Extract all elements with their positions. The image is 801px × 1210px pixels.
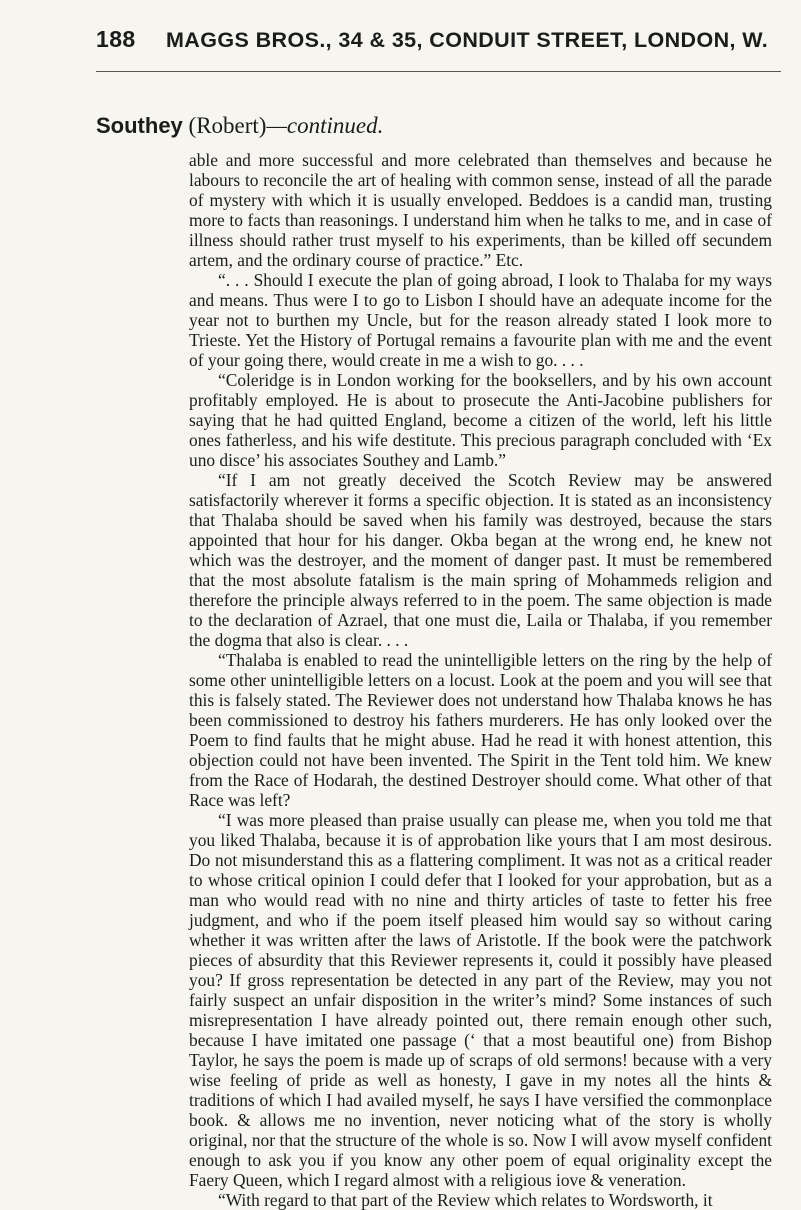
- paragraph: “If I am not greatly deceived the Scotch Review may be answered satisfactorily wherever it forms a specific objection. It is stated as an inconsistency that Thalaba should be saved when his family was destroyed, because the stars appointed that hour for his danger. Okba began at the wrong end, he knew not which was the destroyer, and the moment of danger past. It must be remembered that the most absolute fatalism is the main spring of Mohammeds religion and therefore the principle always referred to in the poem. The same objection is made to the declaration of Azrael, that one must die, Laila or Thalaba, if you remember the dogma that also is clear. . . .: [189, 470, 772, 650]
- page-header: [96, 26, 776, 53]
- paragraph: “. . . Should I execute the plan of going abroad, I look to Thalaba for my ways and means. Thus were I to go to Lisbon I should have an adequate income for the year not to burthen my Uncle, but for the reason already stated I look more to Trieste. Yet the History of Portugal remains a favourite plan with me and the event of your going there, would create in me a wish to go. . . .: [189, 270, 772, 370]
- running-head: MAGGS BROS., 34 & 35, CONDUIT STREET, LONDON, W.: [166, 28, 769, 52]
- paragraph: “With regard to that part of the Review which relates to Wordsworth, it: [218, 1190, 713, 1210]
- entry-author: Southey: [96, 113, 183, 138]
- paragraph: able and more successful and more celebrated than themselves and because he labours to reconcile the art of healing with common sense, instead of all the parade of mystery with which it is usually enveloped. Beddoes is a candid man, trusting more to facts than reasonings. I understand him when he talks to me, and in case of illness should rather trust myself to his experiments, than be killed off secundem artem, and the ordinary course of practice.” Etc.: [189, 150, 772, 270]
- paragraph: “Coleridge is in London working for the booksellers, and by his own account profitably employed. He is about to prosecute the Anti-Jacobine publishers for saying that he had quitted England, become a citizen of the world, left his little ones fatherless, and his wife destitute. This precious paragraph concluded with ‘Ex uno disce’ his associates Southey and Lamb.”: [189, 370, 772, 470]
- continued-label: —continued.: [266, 113, 384, 138]
- header-rule: [96, 71, 781, 72]
- entry-author-forename: (Robert): [188, 113, 267, 138]
- paragraph: “I was more pleased than praise usually can please me, when you told me that you liked Thalaba, because it is of approbation like yours that I am most desirous. Do not misunderstand this as a flattering compliment. It was not as a critical reader to whose critical opinion I could defer that I looked for your approbation, but as a man who would read with no nine and thirty articles of taste to fetter his free judgment, and who if the poem itself pleased him would say so without caring whether it was written after the laws of Aristotle. If the book were the patchwork pieces of absurdity that this Reviewer represents it, could it possibly have pleased you? If gross representation be detected in any part of the Review, may you not fairly suspect an unfair disposition in the writer’s mind? Some instances of such misrepresentation I have already pointed out, there remain enough other such, because I have imitated one passage (‘ that a most beautiful one) from Bishop Taylor, he says the poem is made up of scraps of old sermons! because with a very wise feeling of pride as well as honesty, I gave in my notes all the hints & traditions of which I had availed myself, he says I have versified the commonplace book. & allows me no invention, never noticing what of the story is wholly original, nor that the structure of the whole is so. Now I will avow myself confident enough to ask you if you know any other poem of equal originality except the Faery Queen, which I regard almost with a religious iove & veneration.: [189, 810, 772, 1190]
- page-number: 188: [96, 26, 136, 52]
- entry-heading: [96, 113, 383, 139]
- letter-text: [189, 150, 772, 1210]
- paragraph: “Thalaba is enabled to read the unintelligible letters on the ring by the help of some other unintelligible letters on a locust. Look at the poem and you will see that this is falsely stated. The Reviewer does not understand how Thalaba knows he has been commissioned to destroy his fathers murderers. He has only looked over the Poem to find faults that he might abuse. Had he read it with honest attention, this objection could not have been invented. The Spirit in the Tent told him. We knew from the Race of Hodarah, the destined Destroyer should come. What other of that Race was left?: [189, 650, 772, 810]
